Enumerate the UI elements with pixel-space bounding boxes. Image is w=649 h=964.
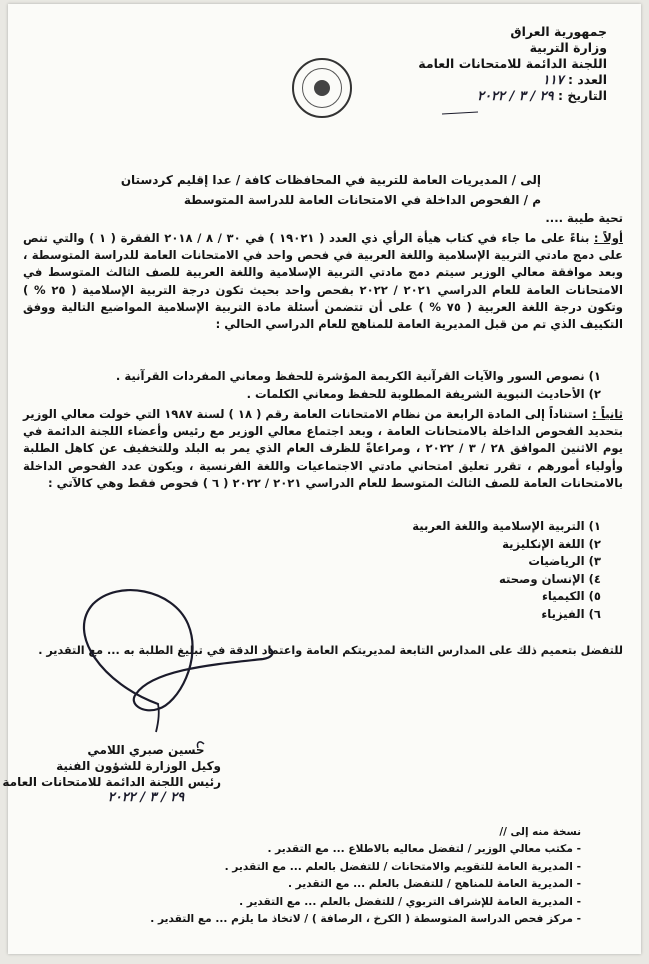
section-second: [23, 406, 623, 492]
closing-line: للتفضل بتعميم ذلك على المدارس التابعة لمديريتكم العامة واعتماد الدقة في تبليغ الطلبة به ... مع التقدير .: [38, 644, 623, 657]
list-item: ١) نصوص السور والآيات القرآنية الكريمة المؤشرة للحفظ ومعاني المفردات القرآنية .: [115, 369, 601, 383]
signer-title: وكيل الوزارة للشؤون الفنية: [56, 759, 221, 773]
signer-role: رئيس اللجنة الدائمة للامتحانات العامة: [2, 775, 221, 789]
first-items-list: [116, 368, 601, 403]
copy-item: - مكتب معالي الوزير / لتفضل معاليه بالاطلاع ... مع التقدير .: [267, 843, 581, 856]
subjects-list: [412, 518, 601, 623]
committee-name: اللجنة الدائمة للامتحانات العامة: [418, 56, 607, 71]
greeting: تحية طيبة ....: [545, 211, 623, 225]
copy-item: - المديرية العامة للإشراف التربوي / للتفضل بالعلم ... مع التقدير .: [239, 895, 581, 908]
date-label: التاريخ :: [557, 88, 607, 103]
list-item: ٥) الكيمياء: [541, 589, 601, 603]
copy-item: - المديرية العامة للتقويم والامتحانات / للتفضل بالعلم ... مع التقدير .: [224, 860, 581, 873]
signature-block: [2, 742, 221, 806]
date-value: ٢٩ / ٣ / ٢٠٢٢: [477, 89, 554, 104]
signature-date: ٢٩ / ٣ / ٢٠٢٢: [107, 790, 185, 805]
section-second-text: استناداً إلى المادة الرابعة من نظام الامتحانات العامة رقم ( ١٨ ) لسنة ١٩٨٧ التي خولت معالي الوزير بتحديد الفحوص الداخلة بالامتحانات العامة ، وبعد اجتماع معالي الوزير مع رئيس وأعضاء اللجنة الدائمة في يوم الاثنين الموافق ٢٨ / ٣ / ٢٠٢٢ ، ومراعاةً للظرف العام الذي يمر به البلد وللتخفيف عن كاهل الطلبة وأولياء أمورهم ، تقرر تعليق امتحاني مادتي الاجتماعيات واللغة الفرنسية ، ويكون عدد الفحوص الداخلة بالامتحانات العامة للصف الثالث المتوسط للعام الدراسي ٢٠٢١ / ٢٠٢٢ ( ٦ ) فحوص فقط وهي كالآتي :: [23, 407, 624, 490]
letterhead: [418, 24, 607, 104]
recipient-line: إلى / المديريات العامة للتربية في المحافظات كافة / عدا إقليم كردستان: [120, 173, 541, 187]
section-first-text: بناءً على ما جاء في كتاب هيأة الرأي ذي العدد ( ١٩٠٢١ ) في ٣٠ / ٨ / ٢٠١٨ الفقرة ( ١ ) والتي تنص على دمج مادتي التربية الإسلامية واللغة العربية في فحص واحد في الامتحانات العامة للدراسة المتوسطة ، وبعد موافقة معالي الوزير سيتم دمج مادتي التربية الإسلامية واللغة العربية للصف الثالث المتوسط في الامتحانات العامة للعام الدراسي ٢٠٢١ / ٢٠٢٢ بفحص واحد بحيث تكون درجة التربية الإسلامية ( ٢٥ % ) وتكون درجة اللغة العربية ( ٧٥ % ) على أن تتضمن أسئلة مادة التربية الإسلامية المواضيع التالية ووفق التكييف الذي تم من قبل المديرية العامة للمناهج للعام الدراسي الحالي :: [23, 231, 623, 332]
address-block: [121, 170, 541, 210]
emblem-seal-icon: [292, 58, 352, 118]
number-value: ١١٧: [542, 73, 564, 88]
reference-date: [418, 88, 607, 104]
section-second-label: ثانياً :: [592, 407, 623, 421]
signer-name: حسين صبري اللامي: [87, 743, 205, 757]
reference-number: [418, 72, 607, 88]
section-first: [23, 230, 623, 333]
section-first-label: أولاً :: [593, 231, 623, 245]
list-item: ١) التربية الإسلامية واللغة العربية: [412, 519, 601, 533]
copies-block: [150, 824, 581, 928]
subject-line: م / الفحوص الداخلة في الامتحانات العامة للدراسة المتوسطة: [183, 193, 541, 207]
ministry-name: وزارة التربية: [529, 40, 607, 55]
copy-item: - مركز فحص الدراسة المتوسطة ( الكرخ ، الرصافة ) / لاتخاذ ما يلزم ... مع التقدير .: [150, 912, 581, 925]
list-item: ٣) الرياضيات: [528, 554, 601, 568]
list-item: ٤) الإنسان وصحته: [499, 571, 601, 586]
list-item: ٢) اللغة الإنكليزية: [502, 536, 601, 551]
number-label: العدد :: [567, 72, 607, 87]
country-name: جمهورية العراق: [510, 24, 607, 39]
copies-header: نسخة منه إلى //: [499, 826, 581, 838]
list-item: ٢) الأحاديث النبوية الشريفة المطلوبة للحفظ ومعاني الكلمات .: [246, 386, 601, 401]
copy-item: - المديرية العامة للمناهج / للتفضل بالعلم ... مع التقدير .: [287, 878, 581, 891]
document-page: [2, 4, 641, 954]
list-item: ٦) الفيزياء: [541, 606, 601, 621]
